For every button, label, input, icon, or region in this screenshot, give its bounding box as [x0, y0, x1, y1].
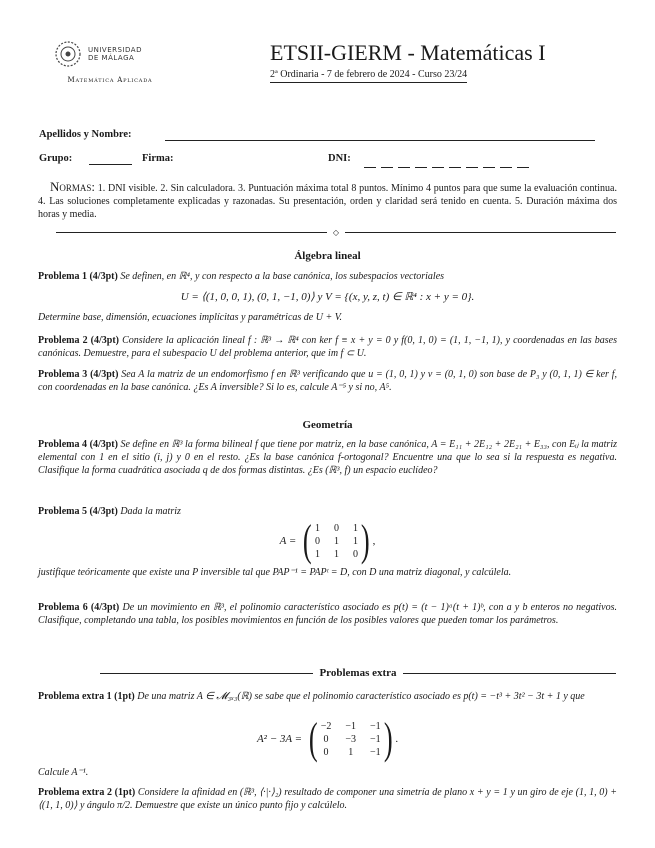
matrix-cell: 1 — [314, 548, 320, 560]
matrix-cell: 0 — [323, 746, 329, 758]
dni-label: DNI: — [328, 153, 351, 164]
university-logo-block — [40, 40, 180, 84]
extra-problem-1-text: De una matriz A ∈ 𝓜₃ₓ₃(ℝ) se sabe que el polinomio característico asociado es p(t) = −t³ + 3t² − 3t + 1 y que — [137, 691, 585, 702]
department-name: Matemática Aplicada — [67, 76, 153, 84]
extra-problem-2-text: Considere la afinidad en (ℝ³, ⟨·|·⟩₂) resultado de componer una simetría de plano x + y = 1 y un giro de eje (1, 1, 0) + ⟨(1, 1, 0)⟩ y ángulo π/2. Demuestre que existe un único punto fijo y calcúlelo. — [38, 787, 618, 811]
problem-6-text: De un movimiento en ℝ³, el polinomio característico asociado es p(t) = (t − 1)ᵃ(t + 1)ᵇ, con a y b enteros no negativos. Clasifique, completando una tabla, los posibles movimientos en función de los posibles valores que pueden tomar los parámetros. — [38, 602, 618, 626]
problem-1-math: U = ⟨(1, 0, 0, 1), (0, 1, −1, 0)⟩ y V = {(x, y, z, t) ∈ ℝ⁴ : x + y = 0}. — [180, 291, 475, 303]
divider-diamond: ◇ — [332, 228, 340, 237]
problem-2-text: Considere la aplicación lineal f : ℝ³ → ℝ⁴ con ker f ≡ x + y = 0 y f(0, 1, 0) = (1, 1, −1, 1), y coordenadas en las bases canónicas. Demuestre, para el subespacio U del problema anterior, que im f ⊂ U. — [38, 335, 618, 359]
problem-1-title: Problema 1 (4/3pt) — [38, 271, 118, 282]
problem-2 — [38, 334, 617, 360]
matrix-cell: −1 — [370, 746, 381, 758]
problem-5-text: Dada la matriz — [120, 506, 181, 517]
extra-problem-1-title: Problema extra 1 (1pt) — [38, 691, 135, 702]
matrix-cell: 1 — [348, 746, 354, 758]
matrix-cell: −3 — [345, 733, 357, 745]
university-name-line1: UNIVERSIDAD — [88, 46, 142, 54]
matrix-cell: 1 — [314, 522, 320, 534]
matrix-cell: −1 — [370, 720, 381, 732]
matrix-cell: 1 — [333, 535, 339, 547]
right-paren: ) — [383, 714, 393, 763]
university-seal-icon — [54, 40, 82, 68]
problem-1-text2: Determine base, dimensión, ecuaciones implícitas y paramétricas de U + V. — [38, 312, 343, 323]
problem-5-tail: , — [372, 535, 376, 547]
problem-4-title: Problema 4 (4/3pt) — [38, 439, 118, 450]
rules-block — [38, 180, 617, 221]
problem-5-matrix — [315, 522, 358, 561]
problem-5-matrix-block — [38, 518, 617, 564]
problem-1-text: Se definen, en ℝ⁴, y con respecto a la base canónica, los subespacios vectoriales — [120, 271, 445, 282]
matrix-cell: 1 — [352, 535, 358, 547]
problem-3-title: Problema 3 (4/3pt) — [38, 369, 119, 380]
group-label: Grupo: — [39, 153, 73, 164]
matrix-cell: −1 — [345, 720, 357, 732]
university-name-line2: DE MÁLAGA — [88, 54, 135, 62]
signature-label: Firma: — [142, 153, 174, 164]
problem-5 — [38, 505, 617, 518]
name-field[interactable] — [165, 140, 595, 141]
matrix-cell: −1 — [370, 733, 381, 745]
rules-divider — [56, 228, 616, 237]
problem-1 — [38, 270, 617, 283]
matrix-cell: 1 — [333, 548, 339, 560]
problem-5-title: Problema 5 (4/3pt) — [38, 506, 118, 517]
right-paren: ) — [360, 516, 370, 565]
problem-2-title: Problema 2 (4/3pt) — [38, 335, 119, 346]
extra-divider — [100, 667, 616, 679]
section-title-extra: Problemas extra — [319, 667, 397, 679]
problem-3 — [38, 368, 617, 394]
matrix-cell: 1 — [352, 522, 358, 534]
left-paren: ( — [309, 714, 318, 763]
rules-text: 1. DNI visible. 2. Sin calculadora. 3. Puntuación máxima total 8 puntos. Mínimo 4 puntos para que sume la evaluación continua. 4. Las soluciones completamente explicadas y razonadas. Su presentación, orden y claridad será tenido en cuenta. 5. Duración máxima dos horas y media. — [38, 183, 617, 220]
extra-problem-1-text2: Calcule A⁻¹. — [38, 767, 89, 778]
name-label: Apellidos y Nombre: — [39, 129, 132, 140]
section-title-geometry: Geometría — [302, 419, 353, 431]
extra-problem-2-title: Problema extra 2 (1pt) — [38, 787, 136, 798]
problem-6 — [38, 601, 617, 627]
exam-info: 2ª Ordinaria - 7 de febrero de 2024 - Curso 23/24 — [270, 69, 467, 83]
extra-problem-1 — [38, 690, 617, 703]
matrix-cell: −2 — [320, 720, 332, 732]
problem-6-title: Problema 6 (4/3pt) — [38, 602, 120, 613]
extra-problem-1-tail: . — [395, 733, 399, 745]
section-title-algebra: Álgebra lineal — [294, 250, 361, 262]
rules-heading: Normas: — [50, 179, 96, 194]
extra-problem-1-lhs: A² − 3A = — [256, 733, 303, 745]
problem-5-lhs: A = — [279, 535, 297, 547]
matrix-cell: 0 — [352, 548, 358, 560]
matrix-cell: 0 — [333, 522, 339, 534]
group-field[interactable] — [89, 164, 132, 165]
extra-problem-1-matrix-block — [38, 716, 617, 762]
matrix-cell: 0 — [314, 535, 320, 547]
extra-problem-1-matrix — [321, 720, 381, 759]
course-title: ETSII-GIERM - Matemáticas I — [270, 40, 546, 65]
matrix-cell: 0 — [323, 733, 329, 745]
problem-4 — [38, 438, 617, 477]
left-paren: ( — [303, 516, 313, 565]
problem-3-text: Sea A la matriz de un endomorfismo f en ℝ³ verificando que u = (1, 0, 1) y v = (0, 1, 0) son base de P₃ y (0, 1, 1) ∈ ker f, con coordenadas en la base canónica. ¿Es A inversible? Si lo es, calcule A⁻⁵ y si no, A⁵. — [38, 369, 617, 393]
problem-4-text: Se define en ℝ³ la forma bilineal f que tiene por matriz, en la base canónica, A = E₁₁ + 2E₁₂ + 2E₂₁ + E₃₃, con Eᵢⱼ la matriz elemental con 1 en el sitio (i, j) y 0 en el resto. ¿Es la base canónica f-ortogonal? Encuentre una que lo sea si la respuesta es negativa. Clasifique la forma cuadrática asociada q de dos formas distintas. ¿Es (ℝ³, f) un espacio euclídeo? — [38, 439, 617, 476]
extra-problem-2 — [38, 786, 617, 812]
problem-5-text2: justifique teóricamente que existe una P inversible tal que PAP⁻¹ = PAPᵗ = D, con D una matriz diagonal, y calcúlela. — [38, 567, 512, 578]
dni-field[interactable] — [364, 153, 534, 164]
